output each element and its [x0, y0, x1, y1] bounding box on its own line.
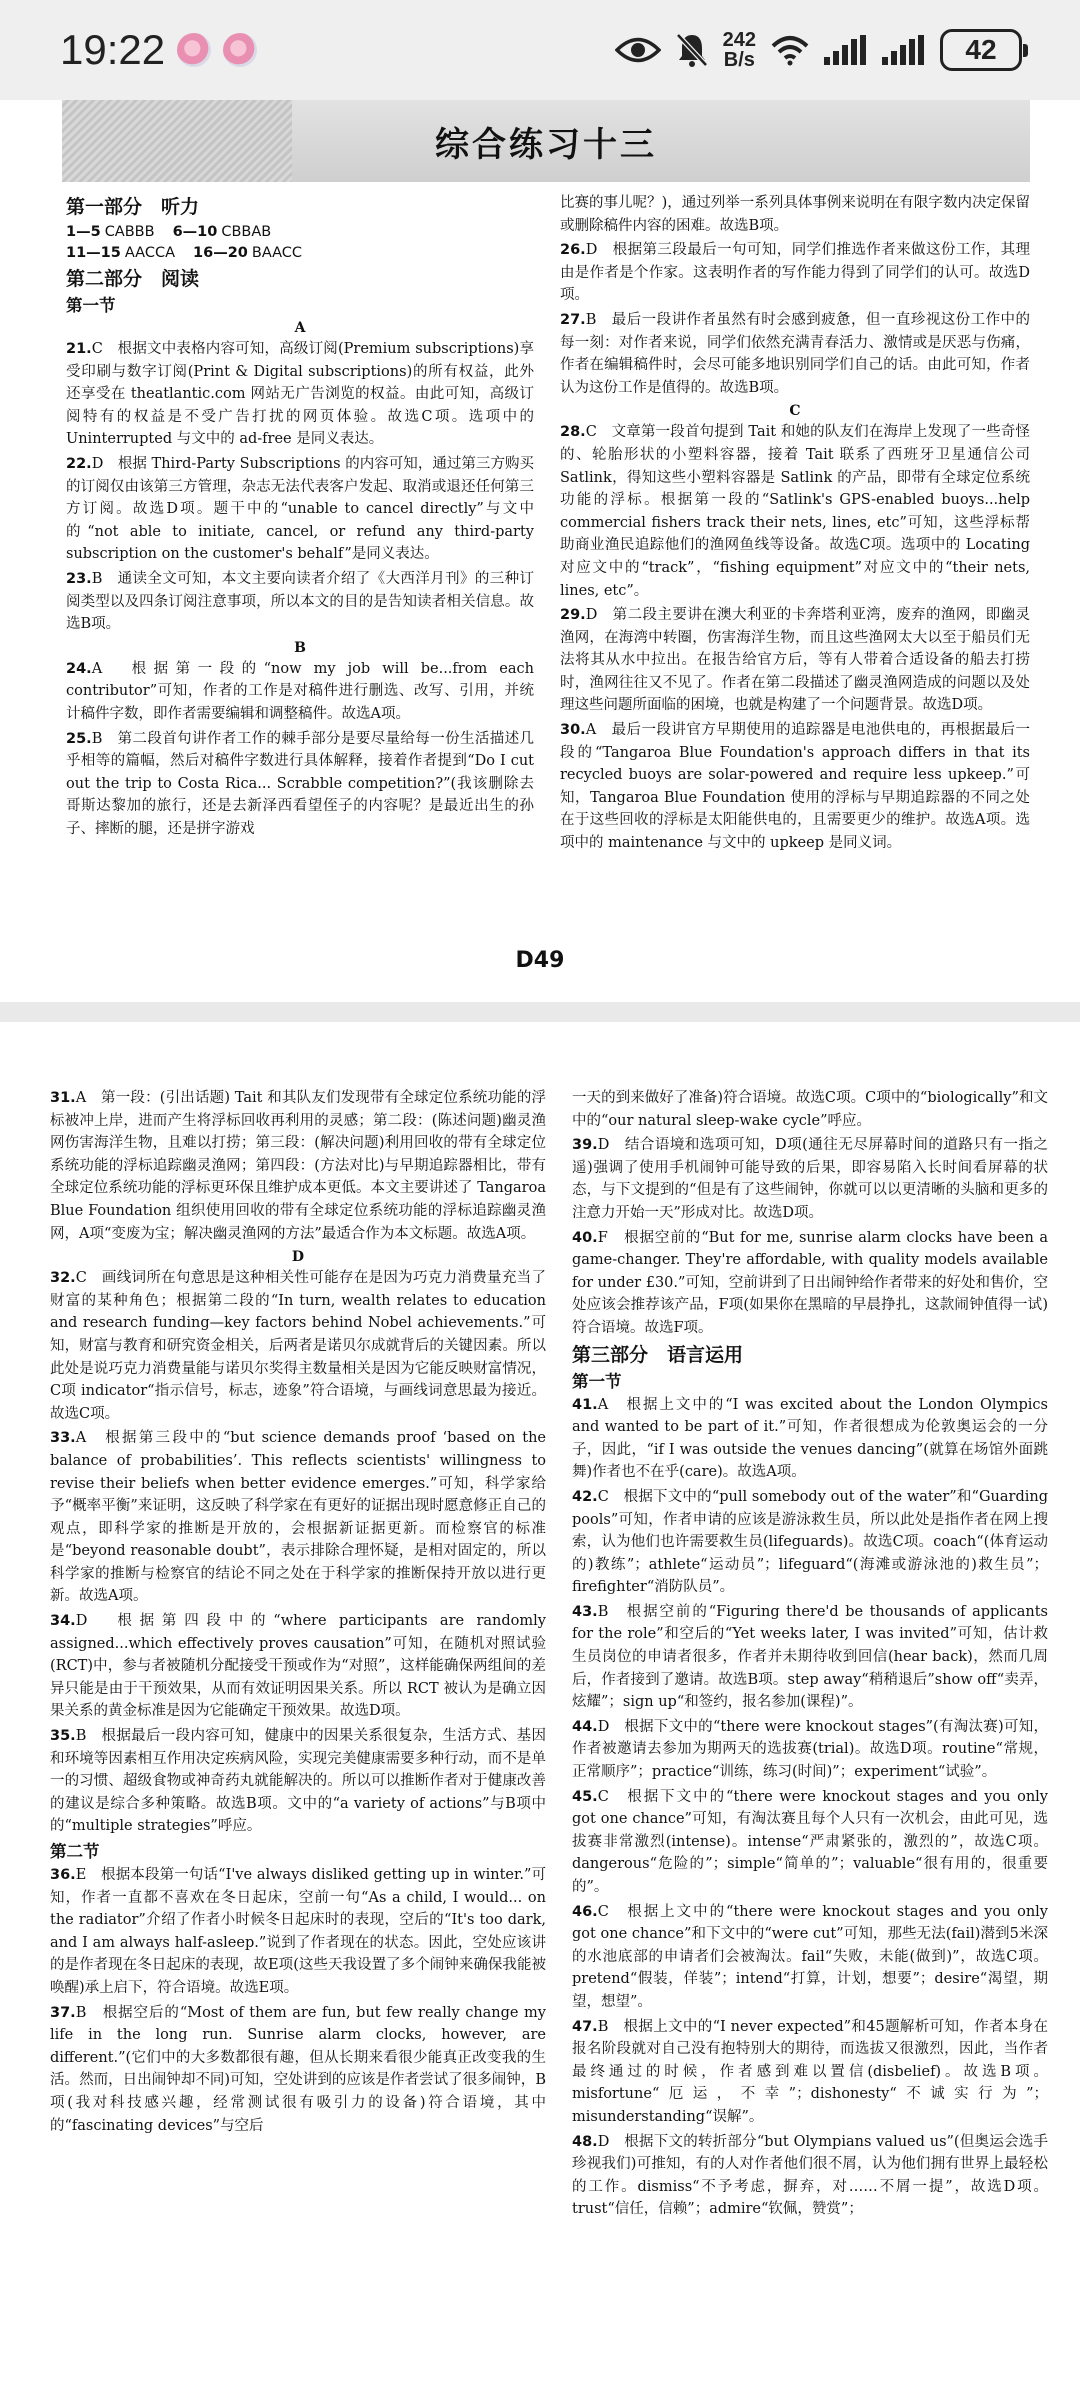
part2-heading: 第二部分 阅读 — [66, 268, 200, 290]
listening-answers-row: 1—5 CABBB 6—10 CBBAB — [66, 224, 272, 240]
passage-label: B — [294, 639, 306, 656]
answer-item: 26.D 根据第三段最后一句可知，同学们推选作者来做这份工作，其理由是作者是个作家。这表明作者的写作能力得到了同学们的认可。故选D项。 — [560, 242, 1030, 304]
answer-item: 46.C 根据上文中的“there were knockout stages and you only got one chance”和下文中的“were cut”可知，那些无法(fail)潜到5米深的水池底部的申请者们会被淘汰。fail“失败，未能(做到)”，故选C项。pretend“假装，佯装”；intend“打算，计划，想要”；desire“渴望，期望，想望”。 — [572, 1903, 1048, 2010]
eye-icon — [615, 35, 661, 65]
answer-item: 35.B 根据最后一段内容可知，健康中的因果关系很复杂，生活方式、基因和环境等因素相互作用决定疾病风险，实现完美健康需要多种行动，而不是单一的习惯、超级食物或神奇药丸就能解决的。所以可以推断作者对于健康改善的建议是综合多种策略。故选B项。文中的“a variety of actions”与B项中的“multiple strategies”呼应。 — [50, 1728, 546, 1835]
answer-item: 31.A 第一段：(引出话题) Tait 和其队友们发现带有全球定位系统功能的浮标被冲上岸，进而产生将浮标回收再利用的灵感；第二段：(陈述问题)幽灵渔网伤害海洋生物，且难以打捞；第三段：(解决问题)利用回收的带有全球定位系统功能的浮标追踪幽灵渔网；第四段：(方法对比)与早期追踪器相比，带有全球定位系统功能的浮标更环保且维护成本更低。本文主要讲述了 Tangaroa Blue Foundation 组织使用回收的带有全球定位系统功能的浮标追踪幽灵渔网，A项“变废为宝；解决幽灵渔网的方法”最适合作为本文标题。故选A项。 — [50, 1090, 546, 1242]
answer-item: 43.B 根据空前的“Figuring there'd be thousands of applicants for the role”和空后的“Yet weeks later, I was invited”可知，估计救生员岗位的申请者很多，作者并未期待收到回信(hear back)，然而几周后，作者接到了邀请。故选B项。step away“稍稍退后”show off“卖弄，炫耀”；sign up“和签约，报名参加(课程)”。 — [572, 1603, 1048, 1711]
answer-item: 21.C 根据文中表格内容可知，高级订阅(Premium subscriptions)享受印刷与数字订阅(Print & Digital subscriptions)的所有权益，此外还享受在 theatlantic.com 网站无广告浏览的权益。由此可知，高级订阅特有的权益是不受广告打扰的网页体验。故选C项。选项中的 Uninterrupted 与文中的 ad-free 是同义表达。 — [66, 341, 534, 448]
answer-item: 27.B 最后一段讲作者虽然有时会感到疲惫，但一直珍视这份工作中的每一刻：对作者来说，同学们依然充满青春活力、激情或是厌恶与伤痛，作者在编辑稿件时，会尽可能多地识别同学们自己的话。由此可知，作者认为这份工作是值得的。故选B项。 — [560, 311, 1030, 396]
network-speed: 242 B/s — [722, 29, 756, 71]
left-column — [50, 1087, 546, 2139]
answer-item: 30.A 最后一段讲官方早期使用的追踪器是电池供电的，再根据最后一段的“Tangaroa Blue Foundation's approach differs in that its recycled buoys are solar-powered and require less upkeep.”可知，Tangaroa Blue Foundation 使用的浮标与早期追踪器的不同之处在于这些回收的浮标是太阳能供电的，且需要更少的维护。故选A项。选项中的 maintenance 与文中的 upkeep 是同义词。 — [560, 722, 1030, 852]
answer-item: 47.B 根据上文中的“I never expected”和45题解析可知，作者本身在报名阶段就对自己没有抱特别大的期待，而选拔又很激烈，因此，当作者最终通过的时候，作者感到难以置信(disbelief)。故选B项。misfortune“厄运，不幸”；dishonesty“不诚实行为”；misunderstanding“误解”。 — [572, 2018, 1048, 2125]
section-heading: 第二节 — [50, 1842, 100, 1861]
answer-item: 22.D 根据 Third-Party Subscriptions 的内容可知，通过第三方购买的订阅仅由该第三方管理，杂志无法代表客户发起、取消或退还任何第三方订阅。故选D项。题干中的“unable to cancel directly”与文中的“not able to initiate, cancel, or refund any third-party subscription on the customer's behalf”是同义表达。 — [66, 455, 534, 563]
right-column — [572, 1087, 1048, 2223]
section-heading: 第一节 — [572, 1371, 622, 1391]
document-page-2 — [0, 1022, 1080, 2387]
page-title: 综合练习十三 — [435, 124, 657, 165]
listening-answers-row: 11—15 AACCA 16—20 BAACC — [66, 245, 303, 261]
signal-icon — [882, 35, 926, 65]
status-bar — [0, 0, 1080, 100]
page-number: D49 — [515, 948, 565, 973]
title-decoration — [62, 100, 292, 182]
answer-item: 28.C 文章第一段首句提到 Tait 和她的队友们在海岸上发现了一些奇怪的、轮胎形状的小塑料容器，接着 Tait 联系了西班牙卫星通信公司 Satlink，得知这些小塑料容器是 Satlink 的产品，即带有全球定位系统功能的浮标。根据第一段的“Satlink's GPS-enabled buoys...help commercial fishers track their nets, lines, etc”可知，这些浮标帮助商业渔民追踪他们的渔网鱼线等设备。故选C项。选项中的 Locating 对应文中的“track”，“fishing equipment”对应文中的“their nets, lines, etc”。 — [560, 424, 1030, 599]
answer-item: 39.D 结合语境和选项可知，D项(通往无尽屏幕时间的道路只有一指之遥)强调了使用手机闹钟可能导致的后果，即容易陷入长时间看屏幕的状态，与下文提到的“但是有了这些闹钟，你就可以以更清晰的头脑和更多的注意力开始一天”形成对比。故选D项。 — [572, 1137, 1048, 1221]
passage-label: A — [294, 320, 306, 336]
answer-item: 45.C 根据下文中的“there were knockout stages and you only got one chance”可知，有淘汰赛且每个人只有一次机会，由此可见，选拔赛非常激烈(intense)。intense“严肃紧张的，激烈的”，故选C项。dangerous“危险的”；simple“简单的”；valuable“很有用的，很重要的”。 — [572, 1788, 1048, 1895]
notification-icon — [223, 33, 257, 67]
answer-item: 33.A 根据第三段中的“but science demands proof ‘based on the balance of probabilities’. This reflects scientists' willingness to revise their beliefs when better evidence emerges.”可知，科学家给予“概率平衡”来证明，这反映了科学家在有更好的证据出现时愿意修正自己的观点，即科学家的推断是开放的，会根据新证据更新。而检察官的标准是“beyond reasonable doubt”，表示排除合理怀疑，是相对固定的，所以科学家的推断与检察官的结论不同之处在于科学家的推断保持开放以进行更新。故选A项。 — [50, 1430, 546, 1605]
signal-icon — [824, 35, 868, 65]
answer-item: 25.B 第二段首句讲作者工作的棘手部分是要尽量给每一份生活描述几乎相等的篇幅，然后对稿件字数进行具体解释，接着作者提到“Do I cut out the trip to Costa Rica... Scrabble competition?”(我该删除去哥斯达黎加的旅行，还是去新泽西看望侄子的内容呢？是最近出生的孙子、摔断的腿，还是拼字游戏 — [66, 730, 534, 837]
answer-item: 24.A 根据第一段的“now my job will be...from each contributor”可知，作者的工作是对稿件进行删选、改写、引用，并统计稿件字数，即作者需要编辑和调整稿件。故选A项。 — [66, 660, 534, 722]
passage-label: C — [789, 403, 801, 420]
answer-item: 比赛的事儿呢？)，通过列举一系列具体事例来说明在有限字数内决定保留或删除稿件内容的困难。故选B项。 — [560, 195, 1030, 234]
document-page-1 — [0, 100, 1080, 1002]
notification-icon — [177, 33, 211, 67]
answer-item: 41.A 根据上文中的“I was excited about the London Olympics and wanted to be part of it.”可知，作者很想成为伦敦奥运会的一分子，因此，“if I was outside the venues dancing”(就算在场馆外面跳舞)作者也不在乎(care)。故选A项。 — [572, 1396, 1048, 1481]
wifi-icon — [770, 34, 810, 66]
passage-label: D — [291, 1249, 305, 1266]
answer-item: 37.B 根据空后的“Most of them are fun, but few really change my life in the long run. Sunrise alarm clocks, however, are different.”(它们中的大多数都很有趣，但从长期来看很少能真正改变我的生活。然而，日出闹钟却不同)可知，空处讲到的应该是作者尝试了很多闹钟，B项(我对科技感兴趣，经常测试很有吸引力的设备)符合语境，其中的“fascinating devices”与空后 — [50, 2004, 546, 2134]
answer-item: 48.D 根据下文的转折部分“but Olympians valued us”(但奥运会选手珍视我们)可推知，有的人对作者他们很不屑，认为他们拥有世界上最轻松的工作。dismiss“不予考虑，摒弃，对……不屑一提”，故选D项。trust“信任，信赖”；admire“钦佩，赞赏”； — [572, 2133, 1048, 2218]
part3-heading: 第三部分 语言运用 — [572, 1343, 744, 1366]
answer-item: 42.C 根据下文中的“pull somebody out of the water”和“Guarding pools”可知，作者申请的应该是游泳救生员，所以此处是指作者在网上搜索，认为他们也许需要救生员(lifeguards)。故选C项。coach“(体育运动的)教练”；athlete“运动员”；lifeguard“(海滩或游泳池的)救生员”；firefighter“消防队员”。 — [572, 1488, 1048, 1596]
battery-icon: 42 — [940, 29, 1022, 71]
mute-bell-icon — [675, 32, 709, 68]
status-icons — [615, 29, 1022, 71]
answer-item: 40.F 根据空前的“But for me, sunrise alarm clocks have been a game-changer. They're affordable, with quality models available for under £30.”可知，空前讲到了日出闹钟给作者带来的好处和售价，空处应该会推荐该产品，F项(如果你在黑暗的早晨挣扎，这款闹钟值得一试)符合语境。故选F项。 — [572, 1229, 1048, 1336]
answer-item: 一天的到来做好了准备)符合语境。故选C项。C项中的“biologically”和文中的“our natural sleep-wake cycle”呼应。 — [572, 1090, 1048, 1129]
answer-item: 32.C 画线词所在句意思是这种相关性可能存在是因为巧克力消费量充当了财富的某种角色；根据第二段的“In turn, wealth relates to education and research funding—key factors behind Nobel achievements.”可知，财富与教育和研究资金相关，后两者是诺贝尔成就背后的关键因素。所以此处是说巧克力消费量能与诺贝尔奖得主数量相关是因为它能反映财富情况，C项 indicator“指示信号，标志，迹象”符合语境，与画线词意思最为接近。故选C项。 — [50, 1270, 546, 1422]
left-column — [66, 192, 534, 842]
answer-item: 34.D 根据第四段中的“where participants are randomly assigned...which effectively proves causation”可知，在随机对照试验(RCT)中，参与者被随机分配接受干预或作为“对照”，这样能确保两组间的差异只能是由于干预效果，从而有效证明因果关系。所以 RCT 被认为是确立因果关系的黄金标准是因为它能确定干预效果。故选D项。 — [50, 1613, 546, 1720]
part1-heading: 第一部分 听力 — [66, 196, 200, 218]
answer-item: 44.D 根据下文中的“there were knockout stages”(有淘汰赛)可知，作者被邀请去参加为期两天的选拔赛(trial)。故选D项。routine“常规，正常顺序”；practice“训练，练习(时间)”；experiment“试验”。 — [572, 1718, 1048, 1781]
section-heading: 第一节 — [66, 296, 116, 315]
answer-item: 23.B 通读全文可知，本文主要向读者介绍了《大西洋月刊》的三种订阅类型以及四条订阅注意事项，所以本文的目的是告知读者相关信息。故选B项。 — [66, 570, 534, 633]
answer-item: 36.E 根据本段第一句话“I've always disliked getting up in winter.”可知，作者一直都不喜欢在冬日起床，空前一句“As a child, I would... on the radiator”介绍了作者小时候冬日起床时的表现，空后的“It's too dark, and I am always half-asleep.”说到了作者现在的状态。因此，空处应该讲的是作者现在冬日起床的表现，故E项(这些天我设置了多个闹钟来确保我能被唤醒)承上启下，符合语境。故选E项。 — [50, 1867, 546, 1996]
status-time: 19:22 — [60, 26, 166, 73]
answer-item: 29.D 第二段主要讲在澳大利亚的卡奔塔利亚湾，废弃的渔网，即幽灵渔网，在海湾中转圈，伤害海洋生物，而且这些渔网太大以至于船员们无法将其从水中拉出。在报告给官方后，等有人带着合适设备的船去打捞时，渔网往往又不见了。作者在第二段描述了幽灵渔网造成的问题以及处理这些问题所面临的困境，也就是构建了一个问题背景。故选D项。 — [560, 607, 1030, 714]
title-band — [62, 100, 1030, 182]
right-column — [560, 192, 1030, 857]
